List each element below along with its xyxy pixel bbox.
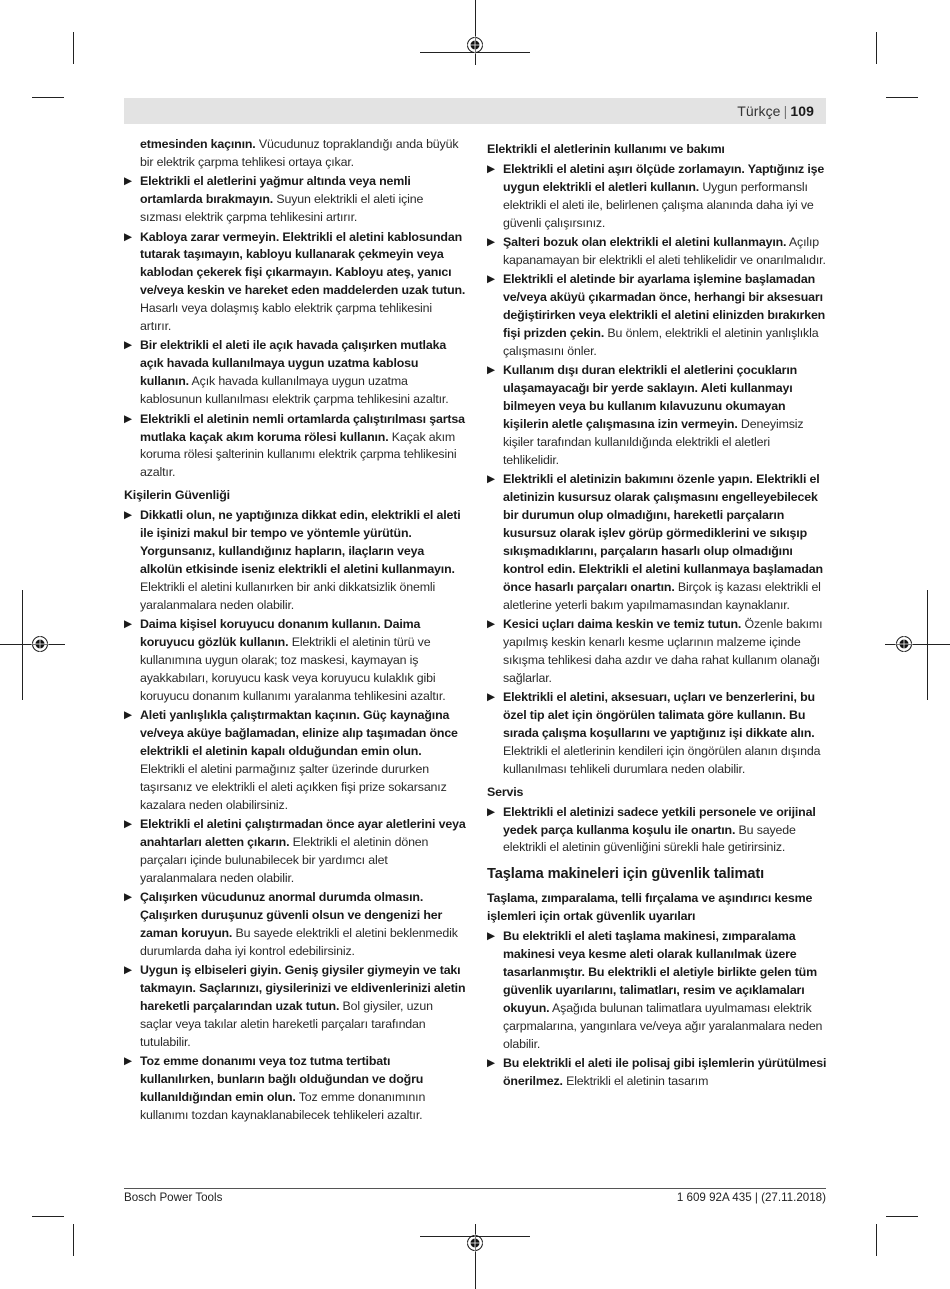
bold-text: Elektrikli el aletinin nemli ortamlarda çalıştırılması şartsa mutlaka kaçak akım koruma rölesi kullanın. <box>140 411 465 444</box>
bullet-item <box>487 362 829 469</box>
bullet-item <box>487 928 829 1053</box>
arrow-right-icon: ▶ <box>487 930 495 943</box>
left-column <box>124 136 466 1126</box>
bullet-item <box>487 804 829 858</box>
bullet-item <box>124 229 466 336</box>
footer-doc-id: 1 609 92A 435 | (27.11.2018) <box>676 1191 826 1204</box>
crop-mark <box>73 32 74 64</box>
crop-mark <box>876 32 877 64</box>
arrow-right-icon: ▶ <box>124 818 132 831</box>
arrow-right-icon: ▶ <box>124 509 132 522</box>
arrow-right-icon: ▶ <box>124 1055 132 1068</box>
body-text: Vücudunuz topraklandığı anda büyük bir elektrik çarpma tehlikesi ortaya çıkar. <box>140 137 459 169</box>
bold-text: Elektrikli el aletinizin bakımını özenle yapın. Elektrikli el aletinizin kusursuz olarak çalışmasını engelleyebilecek bir durumun olup olmadığını, hareketli parçaların kusursuz olarak işlev görüp görmediklerini ve sıkışıp sıkışmadıklarını, parçaların hasarlı olup olmadığını kontrol edin. Elektrikli el aletini kullanmaya başlamadan önce hasarlı parçaları onartın. <box>503 472 823 594</box>
arrow-right-icon: ▶ <box>487 162 495 175</box>
subsection-heading: Elektrikli el aletlerinin kullanımı ve bakımı <box>487 142 725 156</box>
bullet-item <box>124 173 466 227</box>
bullet-item <box>124 1053 466 1125</box>
crop-mark <box>73 1224 74 1256</box>
bold-text: Elektrikli el aletini çalıştırmadan önce ayar aletlerini veya anahtarları aletten çıkarın. <box>140 817 466 849</box>
arrow-right-icon: ▶ <box>124 964 132 977</box>
arrow-right-icon: ▶ <box>487 364 495 377</box>
bold-text: Kesici uçları daima keskin ve temiz tutun. <box>503 617 742 632</box>
bold-text: Bu elektrikli el aleti taşlama makinesi, zımparalama makinesi veya kesme aleti olarak kullanılmak üzere tasarlanmıştır. Bu elektrikli el aletiyle birlikte gelen tüm güvenlik uyarılarını, talimatları, resim ve açıklamaları okuyun. <box>503 929 817 1015</box>
bullet-item <box>124 507 466 614</box>
footer-brand: Bosch Power Tools <box>124 1191 223 1204</box>
bullet-item <box>487 471 829 614</box>
body-text: Uygun performanslı elektrikli el aleti ile, belirlenen çalışma alanında daha iyi ve güvenli çalışırsınız. <box>503 179 814 230</box>
body-text: Elektrikli el aletini parmağınız şalter üzerinde dururken taşırsanız ve elektrikli el aleti açıkken fişi prize sokarsanız kazalara neden olabilirsiniz. <box>140 761 447 812</box>
subsection-heading: Taşlama, zımparalama, telli fırçalama ve aşındırıcı kesme işlemleri için ortak güvenlik uyarıları <box>487 891 813 924</box>
body-text: Elektrikli el aletinin dönen parçaları içinde bulunabilecek bir yardımcı alet yaralanmalara neden olabilir. <box>140 834 429 885</box>
body-text: Kaçak akım koruma rölesi şalterinin kullanımı elektrik çarpma tehlikesini azaltır. <box>140 429 457 480</box>
registration-mark-icon <box>895 635 913 653</box>
body-text: Elektrikli el aletinin tasarım <box>562 1073 709 1088</box>
bullet-item <box>124 707 466 814</box>
bullet-item <box>487 1055 829 1091</box>
body-text: Elektrikli el aletinin türü ve kullanımına uygun olarak; toz maskesi, kaymayan iş ayakkabıları, koruyucu kask veya koruyucu kulaklık gibi koruyucu donanım kullanımı yaralanma tehlikesini azaltır. <box>140 634 446 703</box>
arrow-right-icon: ▶ <box>487 691 495 704</box>
bullet-item <box>487 271 829 361</box>
bold-text: Aleti yanlışlıkla çalıştırmaktan kaçının. Güç kaynağına ve/veya aküye bağlamadan, elinize alıp taşımadan önce elektrikli el aletinin kapalı olduğundan emin olun. <box>140 708 458 758</box>
bold-text: Bu elektrikli el aleti ile polisaj gibi işlemlerin yürütülmesi önerilmez. <box>503 1055 827 1088</box>
arrow-right-icon: ▶ <box>124 891 132 904</box>
registration-mark-icon <box>31 635 49 653</box>
footer-rule <box>124 1188 826 1189</box>
arrow-right-icon: ▶ <box>124 709 132 722</box>
paragraph <box>140 136 466 172</box>
bold-text: Dikkatli olun, ne yaptığınıza dikkat edin, elektrikli el aleti ile işinizi makul bir tempo ve yöntemle yürütün. Yorgunsanız, kullandığınız hapların, ilaçların veya alkolün etkisinde iseniz elektrikli el aletini kullanmayın. <box>140 508 461 576</box>
bold-text: Elektrikli el aletini, aksesuarı, uçları ve benzerlerini, bu özel tip alet için öngörülen talimata göre kullanın. Bu sırada çalışma koşullarını ve yaptığınız işi dikkate alın. <box>503 690 815 740</box>
crop-mark <box>32 1216 64 1217</box>
body-text: Bu sayede elektrikli el aletinin güvenliğini sürekli hale getirirsiniz. <box>503 822 796 855</box>
bullet-item <box>487 616 829 688</box>
crop-mark <box>886 97 918 98</box>
arrow-right-icon: ▶ <box>124 175 132 188</box>
arrow-right-icon: ▶ <box>124 618 132 631</box>
crop-mark <box>475 0 476 65</box>
bullet-item <box>487 234 829 270</box>
subsection-heading: Kişilerin Güvenliği <box>124 488 230 503</box>
bold-text: Toz emme donanımı veya toz tutma tertibatı kullanılırken, bunların bağlı olduğundan ve doğru kullanıldığından emin olun. <box>140 1054 424 1105</box>
body-text: Bu sayede elektrikli el aletini beklenmedik durumlarda daha iyi kontrol edebilirsiniz. <box>140 925 458 958</box>
crop-mark <box>22 590 23 700</box>
bold-text: Şalteri bozuk olan elektrikli el aletini kullanmayın. <box>503 235 787 250</box>
bold-text: Elektrikli el aletini aşırı ölçüde zorlamayın. Yaptığınız işe uygun elektrikli el aletleri kullanın. <box>503 161 825 194</box>
section-heading: Taşlama makineleri için güvenlik talimatı <box>487 866 765 883</box>
arrow-right-icon: ▶ <box>124 412 132 425</box>
bold-text: Elektrikli el aletinizi sadece yetkili personele ve orijinal yedek parça kullanma koşulu ile onartın. <box>503 804 816 837</box>
crop-mark <box>876 1224 877 1256</box>
crop-mark <box>32 97 64 98</box>
arrow-right-icon: ▶ <box>124 339 132 352</box>
body-text: Elektrikli el aletlerinin kendileri için öngörülen alanın dışında kullanılması tehlikeli durumlara neden olabilir. <box>503 743 821 776</box>
bold-text: Elektrikli el aletlerini yağmur altında veya nemli ortamlarda bırakmayın. <box>140 174 411 207</box>
crop-mark <box>927 590 928 700</box>
body-text: Deneyimsiz kişiler tarafından kullanıldığında elektrikli el aletleri tehlikelidir. <box>503 417 804 467</box>
body-text: Açılıp kapanamayan bir elektrikli el aleti tehlikelidir ve onarılmalıdır. <box>503 235 826 267</box>
header-text <box>737 103 814 119</box>
bold-text: Çalışırken vücudunuz anormal durumda olmasın. Çalışırken duruşunuz güvenli olsun ve dengenizi her zaman koruyun. <box>140 890 443 940</box>
body-text: Aşağıda bulunan talimatlara uyulmaması elektrik çarpmalarına, yangınlara ve/veya ağır yaralanmalara neden olabilir. <box>503 1000 823 1051</box>
crop-mark <box>886 1216 918 1217</box>
bold-text: Daima kişisel koruyucu donanım kullanın. Daima koruyucu gözlük kullanın. <box>140 617 421 649</box>
bullet-item <box>124 816 466 888</box>
registration-mark-icon <box>466 36 484 54</box>
right-column <box>487 136 829 1092</box>
bullet-item <box>124 616 466 706</box>
arrow-right-icon: ▶ <box>487 236 495 249</box>
bold-text: etmesinden kaçının. <box>140 137 256 151</box>
bullet-item <box>124 411 466 483</box>
bold-text: Uygun iş elbiseleri giyin. Geniş giysiler giymeyin ve takı takmayın. Saçlarınızı, giysilerinizi ve eldivenlerinizi aletin hareketli parçalarından uzak tutun. <box>140 963 466 1014</box>
page-number: 109 <box>790 103 814 119</box>
bullet-item <box>487 161 829 233</box>
arrow-right-icon: ▶ <box>487 273 495 286</box>
page-header <box>124 98 826 124</box>
body-text: Bol giysiler, uzun saçlar veya takılar aletin hareketli parçaları tarafından tutulabilir. <box>140 999 433 1049</box>
body-text: Birçok iş kazası elektrikli el aletlerine yeterli bakım yapılmamasından kaynaklanır. <box>503 579 821 612</box>
header-language: Türkçe <box>737 103 781 119</box>
bullet-item <box>124 889 466 961</box>
body-text: Elektrikli el aletini kullanırken bir anki dikkatsizlik önemli yaralanmalara neden olabilir. <box>140 579 436 612</box>
bold-text: Kabloya zarar vermeyin. Elektrikli el aletini kablosundan tutarak taşımayın, kabloyu kullanarak çekmeyin veya kablodan çekerek fişi çıkarmayın. Kabloyu ateş, yanıcı ve/veya keskin ve hareket eden maddelerden uzak tutun. <box>140 229 466 298</box>
bold-text: Bir elektrikli el aleti ile açık havada çalışırken mutlaka açık havada kullanılmaya uygun uzatma kablosu kullanın. <box>140 338 447 389</box>
bold-text: Kullanım dışı duran elektrikli el aletlerini çocukların ulaşamayacağı bir yerde saklayın. Aleti kullanmayı bilmeyen veya bu kullanım kılavuzunu okumayan kişilerin aletle çalışmasına izin vermeyin. <box>503 363 798 432</box>
arrow-right-icon: ▶ <box>487 805 495 818</box>
bullet-item <box>124 962 466 1052</box>
header-separator: | <box>783 103 788 119</box>
body-text: Toz emme donanımının kullanımı tozdan kaynaklanabilecek tehlikeleri azaltır. <box>140 1090 426 1123</box>
body-text: Özenle bakımı yapılmış keskin kenarlı kesme uçlarının malzeme içinde sıkışma tehlikesi daha azdır ve daha rahat kullanım olanağı sağlarlar. <box>503 617 823 685</box>
body-text: Hasarlı veya dolaşmış kablo elektrik çarpma tehlikesini artırır. <box>140 301 432 334</box>
registration-mark-icon <box>466 1234 484 1252</box>
arrow-right-icon: ▶ <box>124 230 132 243</box>
bold-text: Elektrikli el aletinde bir ayarlama işlemine başlamadan ve/veya aküyü çıkarmadan önce, herhangi bir aksesuarı değiştirirken veya elektrikli el aletini elinizden bırakırken fişi prizden çekin. <box>503 272 826 341</box>
body-text: Suyun elektrikli el aleti içine sızması elektrik çarpma tehlikesini artırır. <box>140 192 424 225</box>
subsection-heading: Servis <box>487 784 524 799</box>
arrow-right-icon: ▶ <box>487 1056 495 1069</box>
arrow-right-icon: ▶ <box>487 618 495 631</box>
bullet-item <box>487 689 829 779</box>
body-text: Bu önlem, elektrikli el aletinin yanlışlıkla çalışmasını önler. <box>503 326 819 358</box>
body-text: Açık havada kullanılmaya uygun uzatma kablosunun kullanılması elektrik çarpma tehlikesini azaltır. <box>140 374 449 407</box>
arrow-right-icon: ▶ <box>487 473 495 486</box>
bullet-item <box>124 337 466 409</box>
